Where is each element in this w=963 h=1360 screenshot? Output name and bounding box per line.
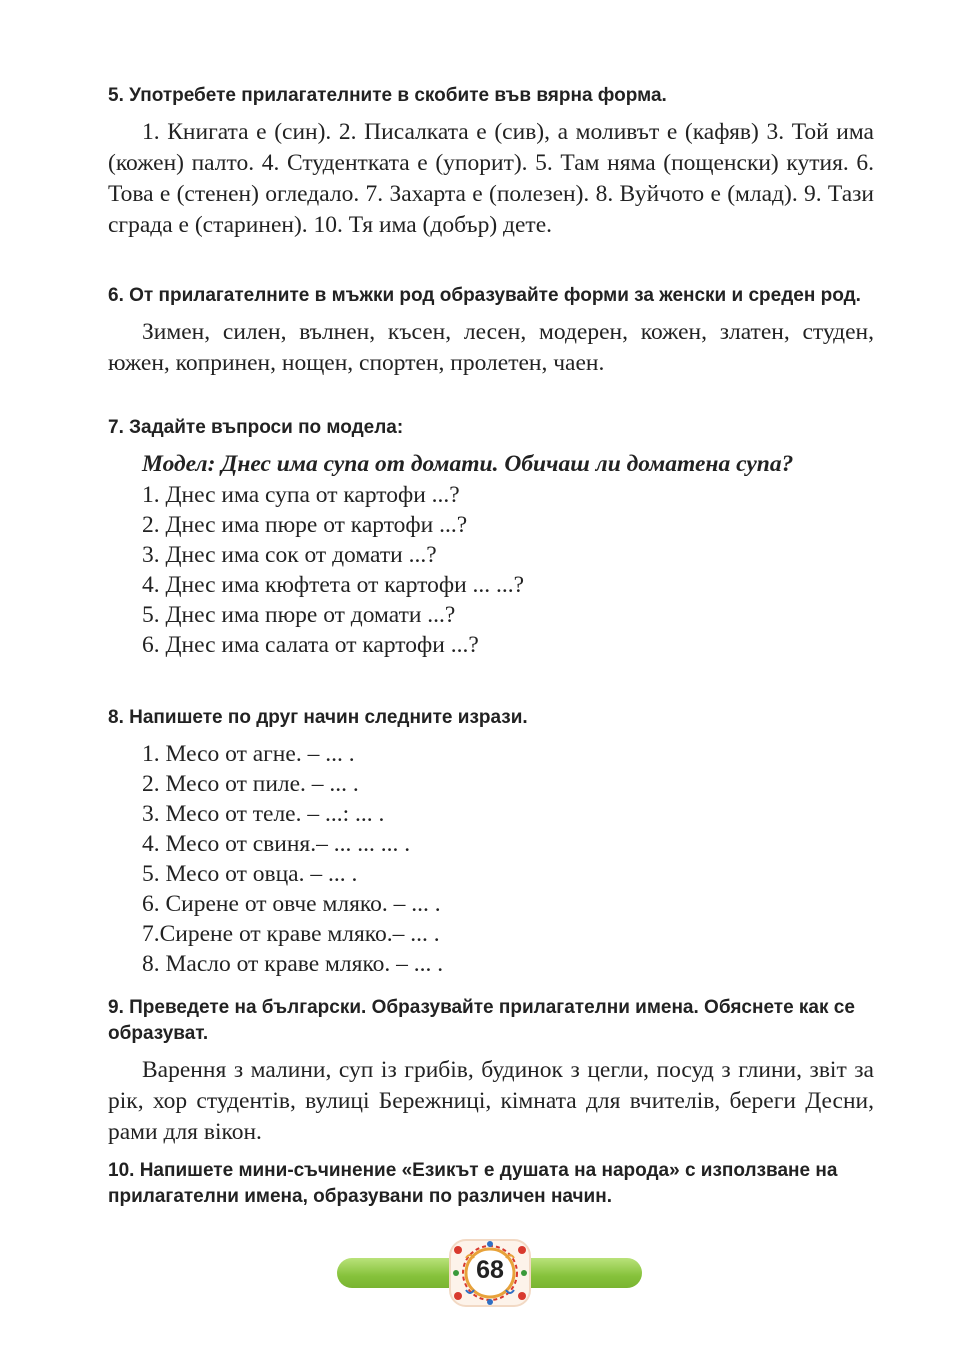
list-item: 8. Масло от краве мляко. – ... . [142, 951, 444, 977]
list-item: 3. Месо от теле. – ...: ... . [142, 801, 385, 827]
exercise-6 [108, 283, 874, 379]
exercise-8-heading: 8. Напишете по друг начин следните изрази. [108, 707, 528, 728]
exercise-7-list [108, 480, 793, 660]
list-item: 3. Днес има сок от домати ...? [142, 542, 437, 568]
exercise-7-model: Модел: Днес има супа от домати. Обичаш ли доматена супа? [142, 451, 794, 477]
exercise-5-heading: 5. Употребете прилагателните в скобите във вярна форма. [108, 85, 667, 106]
list-item: 6. Сирене от овче мляко. – ... . [142, 891, 441, 917]
list-item: 4. Днес има кюфтета от картофи ... ...? [142, 572, 525, 598]
exercise-7 [108, 415, 793, 660]
exercise-9-text: Варення з малини, суп із грибів, будинок з цегли, посуд з глини, звіт за рік, хор студентів, вулиці Бережниці, кімната для вчителів, береги Десни, рами для вікон. [108, 1057, 874, 1145]
page-footer [337, 1238, 642, 1306]
list-item: 2. Днес има пюре от картофи ...? [142, 512, 468, 538]
list-item: 2. Месо от пиле. – ... . [142, 771, 359, 797]
exercise-6-heading: 6. От прилагателните в мъжки род образувайте форми за женски и среден род. [108, 285, 861, 306]
exercise-5-text: 1. Книгата е (син). 2. Писалката е (сив), а моливът е (кафяв) 3. Той има (кожен) палто. 4. Студентката е (упорит). 5. Там няма (пощенски) кутия. 6. Това е (стенен) огледало. 7. Захарта е (полезен). 8. Вуйчото е (млад). 9. Тази сграда е (старинен). 10. Тя има (добър) дете. [108, 119, 874, 238]
list-item: 7.Сирене от краве мляко.– ... . [142, 921, 440, 947]
exercise-8-list [108, 739, 528, 979]
exercise-7-heading: 7. Задайте въпроси по модела: [108, 417, 404, 438]
list-item: 5. Днес има пюре от домати ...? [142, 602, 456, 628]
list-item: 1. Месо от агне. – ... . [142, 741, 355, 767]
exercise-6-text: Зимен, силен, вълнен, късен, лесен, модерен, кожен, златен, студен, южен, копринен, нощен, спортен, пролетен, чаен. [108, 319, 874, 376]
exercise-10-heading: 10. Напишете мини-съчинение «Езикът е душата на народа» с използване на прилагателни имена, образувани по различен начин. [108, 1160, 838, 1207]
list-item: 5. Месо от овца. – ... . [142, 861, 358, 887]
list-item: 6. Днес има салата от картофи ...? [142, 632, 479, 658]
page-number: 68 [476, 1256, 504, 1284]
list-item: 4. Месо от свиня.– ... ... ... . [142, 831, 411, 857]
exercise-9 [108, 995, 874, 1148]
exercise-5 [108, 83, 874, 241]
exercise-8 [108, 705, 528, 979]
exercise-9-heading: 9. Преведете на български. Образувайте прилагателни имена. Обяснете как се образуват. [108, 997, 855, 1044]
list-item: 1. Днес има супа от картофи ...? [142, 482, 460, 508]
page-number-badge [444, 1238, 536, 1308]
exercise-10 [108, 1158, 874, 1210]
